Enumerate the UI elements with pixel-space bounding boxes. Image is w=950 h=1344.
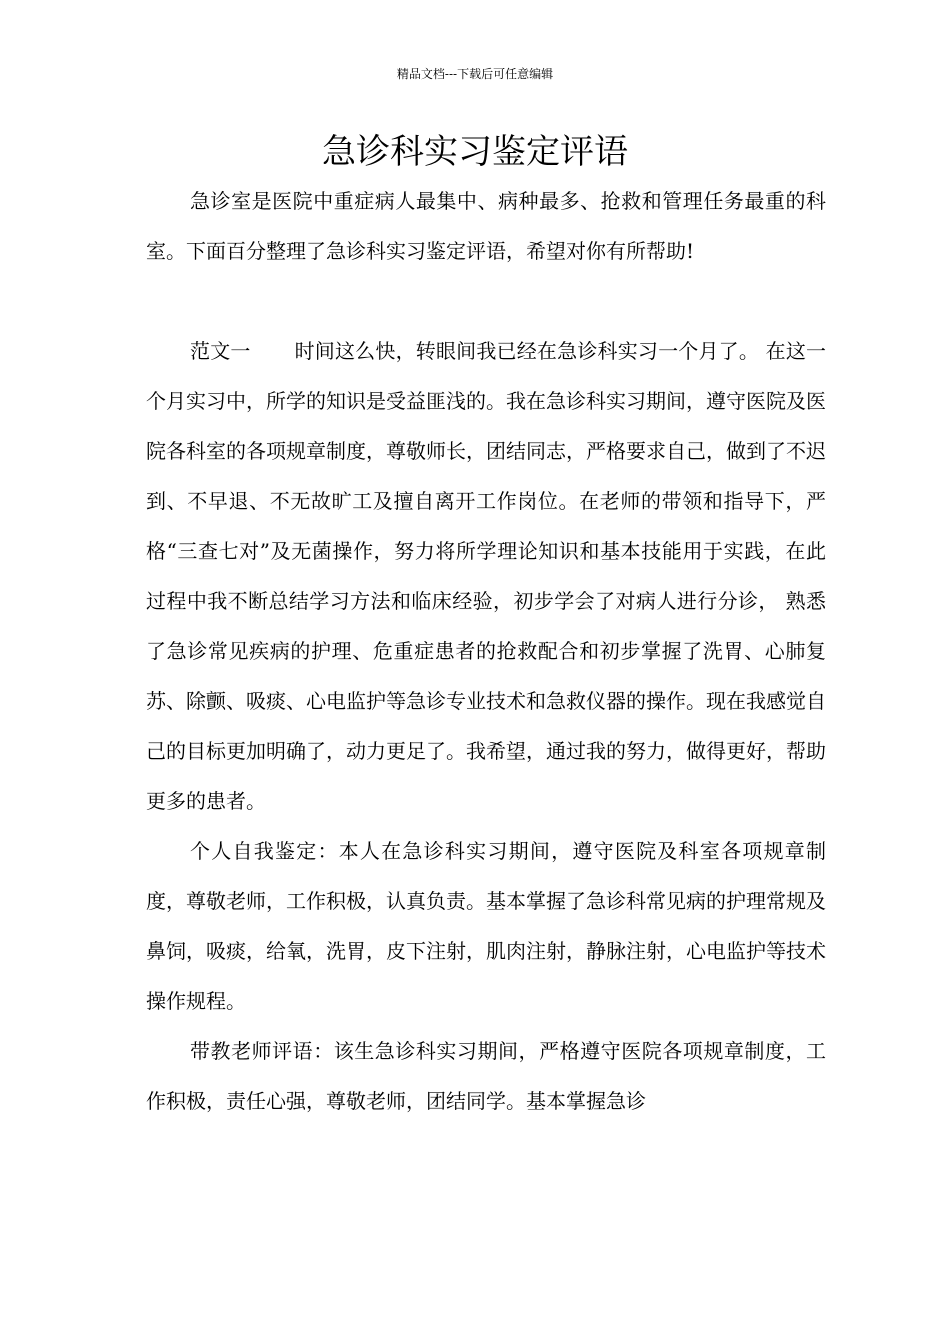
self-appraisal-paragraph: 个人自我鉴定：本人在急诊科实习期间，遵守医院及科室各项规章制度，尊敬老师，工作积极，认真负责。基本掌握了急诊科常见病的护理常规及鼻饲，吸痰，给氧，洗胃，皮下注射，肌肉注射，静脉注射，心电监护等技术操作规程。 <box>146 839 826 1013</box>
teacher-comment-paragraph: 带教老师评语：该生急诊科实习期间，严格遵守医院各项规章制度，工作积极，责任心强，尊敬老师，团结同学。基本掌握急诊 <box>146 1039 826 1113</box>
paragraph-spacer <box>146 276 826 326</box>
document-title: 急诊科实习鉴定评语 <box>322 132 628 172</box>
sample-paragraph <box>146 326 826 826</box>
page-header-note: 精品文档---下载后可任意编辑 <box>396 67 554 81</box>
sample-label: 范文一 <box>190 339 251 363</box>
sample-text: 时间这么快，转眼间我已经在急诊科实习一个月了。 在这一个月实习中，所学的知识是受益匪浅的。我在急诊科实习期间，遵守医院及医院各科室的各项规章制度，尊敬师长，团结同志，严格要求自己，做到了不迟到、不早退、不无故旷工及擅自离开工作岗位。在老师的带领和指导下，严格“三查七对”及无菌操作，努力将所学理论知识和基本技能用于实践，在此过程中我不断总结学习方法和临床经验，初步学会了对病人进行分诊， 熟悉了急诊常见疾病的护理、危重症患者的抢救配合和初步掌握了洗胃、心肺复苏、除颤、吸痰、心电监护等急诊专业技术和急救仪器的操作。现在我感觉自己的目标更加明确了，动力更足了。我希望，通过我的努力，做得更好，帮助更多的患者。 <box>146 339 827 813</box>
document-body <box>146 176 826 1126</box>
intro-paragraph: 急诊室是医院中重症病人最集中、病种最多、抢救和管理任务最重的科室。下面百分整理了急诊科实习鉴定评语，希望对你有所帮助! <box>146 189 826 263</box>
